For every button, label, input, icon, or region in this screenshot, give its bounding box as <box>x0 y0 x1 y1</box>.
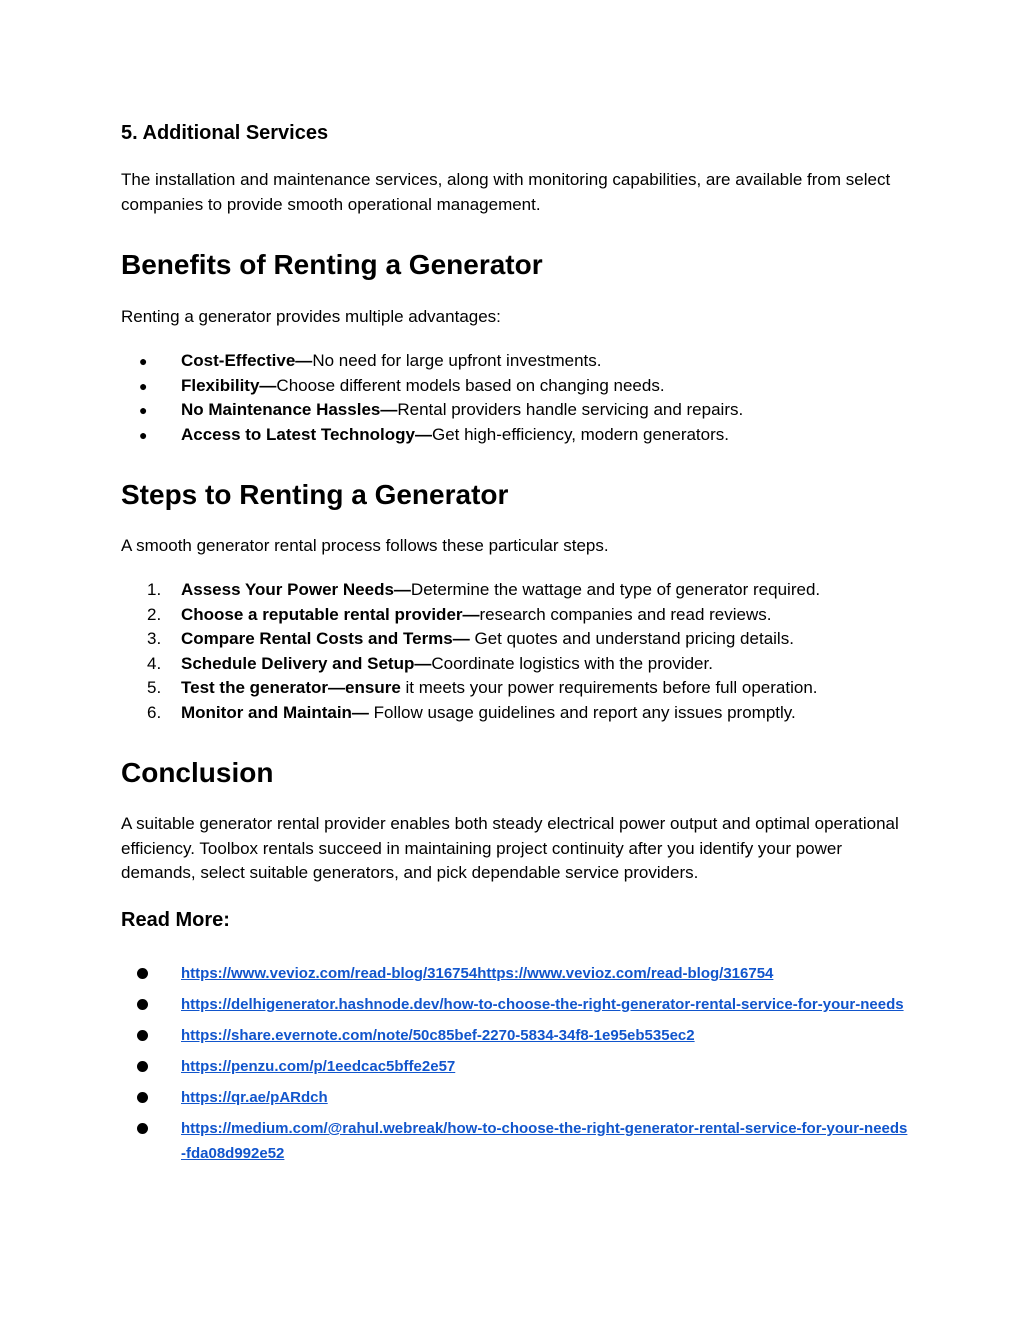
read-more-link[interactable]: https://qr.ae/pARdch <box>181 1089 328 1106</box>
list-item <box>121 652 911 677</box>
heading-benefits: Benefits of Renting a Generator <box>121 249 543 280</box>
step-number: 3. <box>147 629 162 648</box>
item-text: it meets your power requirements before full operation. <box>400 678 818 697</box>
item-bold-label: Compare Rental Costs and Terms— <box>181 629 470 648</box>
read-more-link[interactable]: https://delhigenerator.hashnode.dev/how-to-choose-the-right-generator-rental-service-for-your-needs <box>181 996 904 1013</box>
item-bold-label: Monitor and Maintain— <box>181 702 369 722</box>
list-item <box>121 398 911 423</box>
list-item <box>121 374 911 399</box>
steps-list <box>121 578 911 725</box>
bullet-icon <box>137 1123 148 1134</box>
benefits-list <box>121 349 911 447</box>
read-more-link[interactable]: https://share.evernote.com/note/50c85bef-2270-5834-34f8-1e95eb535ec2 <box>181 1027 695 1044</box>
item-text: Determine the wattage and type of generator required. <box>410 580 821 599</box>
read-more-link[interactable]: https://medium.com/@rahul.webreak/how-to-choose-the-right-generator-rental-service-for-your-needs-fda08d992e52 <box>181 1120 908 1162</box>
list-item <box>121 603 911 628</box>
item-text: No need for large upfront investments. <box>312 351 602 370</box>
bullet-icon <box>137 1061 148 1072</box>
heading-conclusion: Conclusion <box>121 757 274 788</box>
heading-steps: Steps to Renting a Generator <box>121 479 509 510</box>
item-text: Get quotes and understand pricing details. <box>469 629 794 648</box>
item-text: Follow usage guidelines and report any issues promptly. <box>368 702 796 722</box>
list-item <box>121 349 911 374</box>
conclusion-paragraph: A suitable generator rental provider enables both steady electrical power output and optimal operational efficiency. Toolbox rentals succeed in maintaining project continuity after you identify your power demands, select suitable generators, and pick dependable service providers. <box>121 814 899 882</box>
step-number: 6. <box>147 702 162 722</box>
bullet-icon: ● <box>139 377 148 394</box>
list-item <box>121 1085 911 1110</box>
item-text: Coordinate logistics with the provider. <box>431 653 713 673</box>
read-more-link[interactable]: https://www.vevioz.com/read-blog/316754https://www.vevioz.com/read-blog/316754 <box>181 965 774 982</box>
list-item <box>121 1054 911 1079</box>
list-item <box>121 423 911 448</box>
bullet-icon: ● <box>139 426 148 443</box>
steps-intro: A smooth generator rental process follows these particular steps. <box>121 536 609 555</box>
item-bold-label: Test the generator—ensure <box>181 678 401 697</box>
item-text: Get high-efficiency, modern generators. <box>431 424 729 444</box>
list-item <box>121 676 911 701</box>
item-bold-label: Schedule Delivery and Setup— <box>181 653 432 673</box>
item-text: Rental providers handle servicing and repairs. <box>397 400 744 419</box>
step-number: 1. <box>147 580 162 599</box>
list-item <box>121 992 911 1017</box>
list-item <box>121 1116 911 1166</box>
bullet-icon: ● <box>139 353 148 369</box>
section-heading-additional-services: 5. Additional Services <box>121 122 329 144</box>
step-number: 4. <box>147 653 162 673</box>
heading-read-more: Read More: <box>121 909 230 931</box>
list-item <box>121 701 911 726</box>
bullet-icon <box>137 1092 148 1103</box>
list-item <box>121 961 911 986</box>
list-item <box>121 627 911 652</box>
item-bold-label: Access to Latest Technology— <box>181 424 432 444</box>
bullet-icon <box>137 1030 148 1041</box>
item-text: Choose different models based on changing needs. <box>276 375 665 395</box>
item-bold-label: Choose a reputable rental provider— <box>181 604 480 624</box>
list-item <box>121 578 911 603</box>
item-bold-label: Assess Your Power Needs— <box>181 580 411 599</box>
additional-services-paragraph: The installation and maintenance services, along with monitoring capabilities, are available from select companies to provide smooth operational management. <box>121 170 891 214</box>
item-text: research companies and read reviews. <box>479 604 772 624</box>
bullet-icon <box>137 999 148 1010</box>
read-more-link[interactable]: https://penzu.com/p/1eedcac5bffe2e57 <box>181 1058 456 1075</box>
read-more-links <box>121 961 911 1172</box>
list-item <box>121 1023 911 1048</box>
step-number: 5. <box>147 678 162 697</box>
step-number: 2. <box>147 604 162 624</box>
item-bold-label: Cost-Effective— <box>181 351 313 370</box>
bullet-icon: ● <box>139 402 148 418</box>
item-bold-label: Flexibility— <box>181 375 277 395</box>
benefits-intro: Renting a generator provides multiple advantages: <box>121 307 501 326</box>
bullet-icon <box>137 968 148 979</box>
item-bold-label: No Maintenance Hassles— <box>181 400 398 419</box>
